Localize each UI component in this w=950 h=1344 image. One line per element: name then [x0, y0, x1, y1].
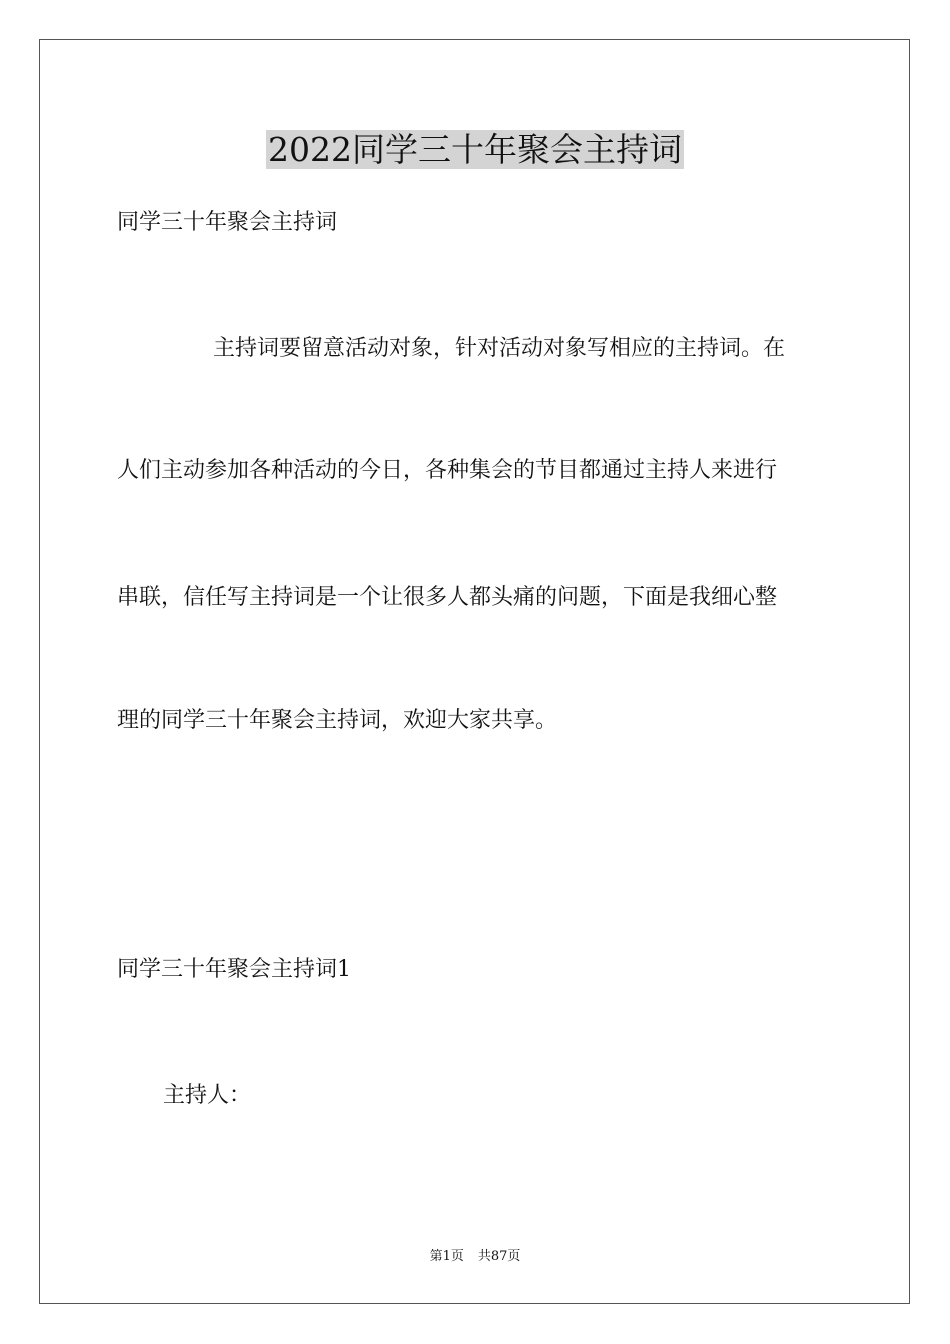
document-title-text: 2022同学三十年聚会主持词	[268, 130, 682, 169]
subtitle: 同学三十年聚会主持词	[117, 210, 338, 235]
section-heading: 同学三十年聚会主持词1	[117, 957, 351, 982]
intro-line-1: 主持词要留意活动对象，针对活动对象写相应的主持词。在	[213, 336, 786, 361]
host-label: 主持人：	[163, 1083, 252, 1108]
intro-line-4: 理的同学三十年聚会主持词，欢迎大家共享。	[117, 708, 558, 733]
page-total: 共87页	[477, 1249, 521, 1264]
intro-line-3: 串联，信任写主持词是一个让很多人都头痛的问题，下面是我细心整	[117, 585, 778, 610]
page-footer	[0, 1248, 950, 1266]
intro-line-2: 人们主动参加各种活动的今日，各种集会的节目都通过主持人来进行	[117, 458, 778, 483]
page-number: 第1页	[429, 1249, 464, 1264]
document-title	[0, 128, 950, 172]
